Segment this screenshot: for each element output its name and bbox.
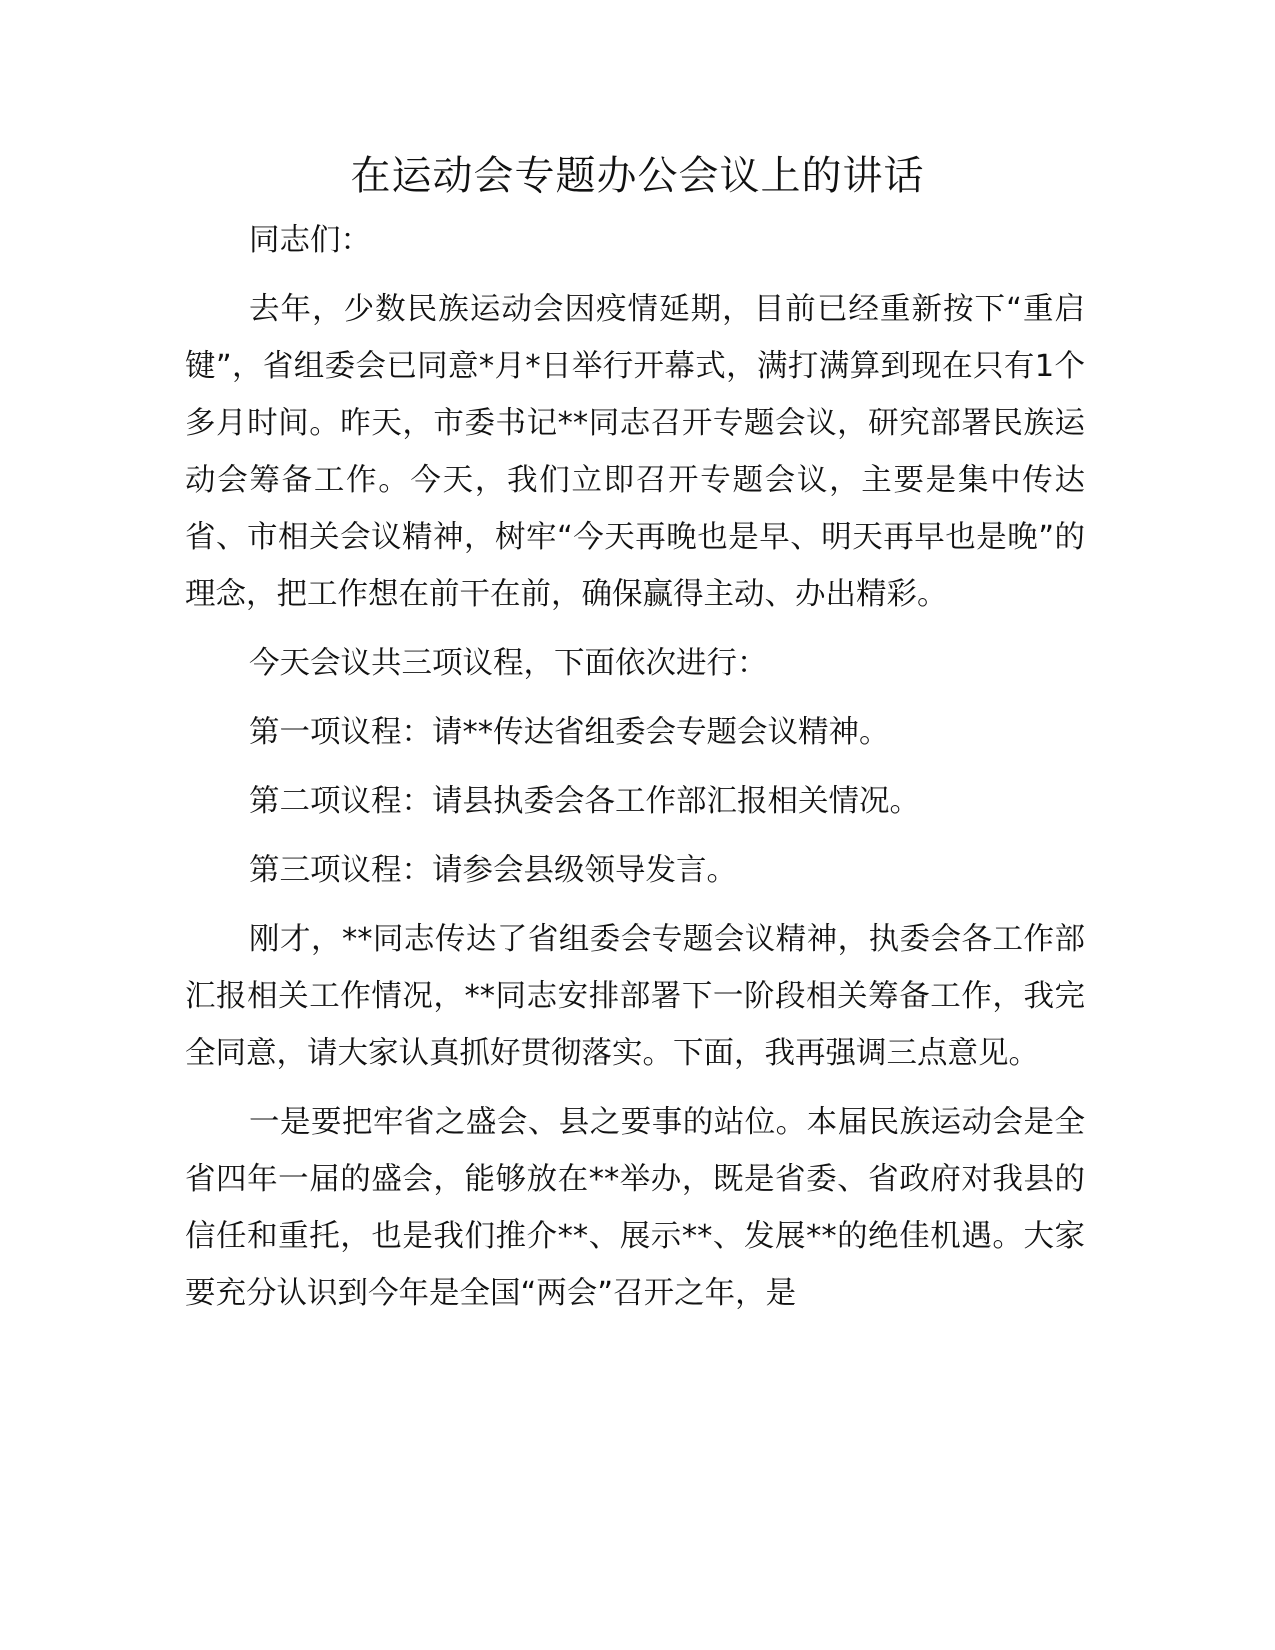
agenda-item-1: 第一项议程：请**传达省组委会专题会议精神。	[249, 715, 890, 750]
paragraph-intro: 去年，少数民族运动会因疫情延期，目前已经重新按下“重启键”，省组委会已同意*月*日举行开幕式，满打满算到现在只有1个多月时间。昨天，市委书记**同志召开专题会议，研究部署民族运动会筹备工作。今天，我们立即召开专题会议，主要是集中传达省、市相关会议精神，树牢“今天再晚也是早、明天再早也是晚”的理念，把工作想在前干在前，确保赢得主动、办出精彩。	[185, 292, 1085, 612]
agenda-item-2: 第二项议程：请县执委会各工作部汇报相关情况。	[249, 784, 920, 819]
paragraph-point-1: 一是要把牢省之盛会、县之要事的站位。本届民族运动会是全省四年一届的盛会，能够放在**举办，既是省委、省政府对我县的信任和重托，也是我们推介**、展示**、发展**的绝佳机遇。大家要充分认识到今年是全国“两会”召开之年，是	[185, 1105, 1085, 1311]
document-title: 在运动会专题办公会议上的讲话	[350, 153, 925, 199]
agenda-item-3: 第三项议程：请参会县级领导发言。	[249, 853, 737, 888]
salutation: 同志们：	[249, 223, 371, 258]
paragraph-summary: 刚才，**同志传达了省组委会专题会议精神，执委会各工作部汇报相关工作情况，**同志安排部署下一阶段相关筹备工作，我完全同意，请大家认真抓好贯彻落实。下面，我再强调三点意见。	[185, 922, 1085, 1071]
paragraph-agenda: 今天会议共三项议程，下面依次进行：	[249, 646, 768, 681]
document-body	[185, 212, 1085, 1334]
